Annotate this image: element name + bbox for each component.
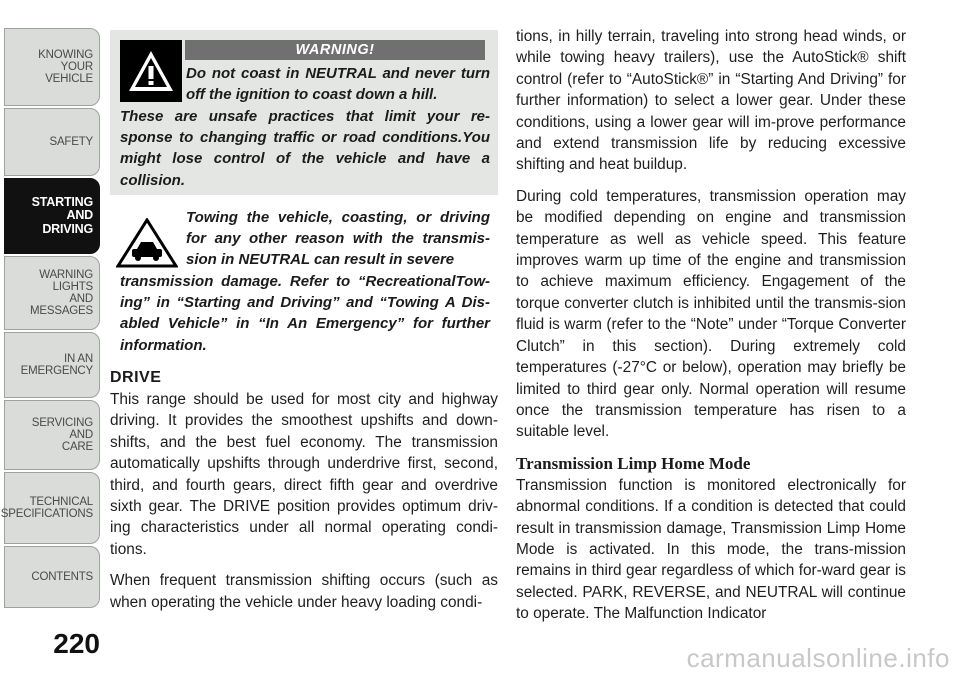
tab-starting-and-driving[interactable] xyxy=(4,178,100,254)
right-paragraph-1: tions, in hilly terrain, traveling into strong head winds, or while towing heavy trailers), use the AutoStick® shift control (refer to “AutoStick®” in “Starting And Driving” for further information) to select a lower gear. Under these conditions, using a lower gear will im-prove performance and extend transmission life by reducing excessive shifting and heat buildup. xyxy=(516,28,906,174)
caution-text: transmission damage. Refer to “RecreationalTow-ing” in “Starting and Driving” and “Towing A Dis-abled Vehicle” in “In An Emergency” for further information. xyxy=(120,273,490,354)
tab-in-an-emergency[interactable] xyxy=(4,332,100,398)
page-number: 220 xyxy=(53,628,100,659)
caution-text-lead: Towing the vehicle, coasting, or driving for any other reason with the transmis-sion in NEUTRAL can result in severe xyxy=(186,209,490,269)
drive-paragraph-2: When frequent transmission shifting occurs (such as when operating the vehicle under heavy loading condi- xyxy=(110,572,498,611)
tab-label: KNOWING YOUR VEHICLE xyxy=(38,49,93,85)
tab-label: WARNING LIGHTS AND MESSAGES xyxy=(30,269,93,317)
chapter-sidebar xyxy=(0,0,100,678)
tab-label: SERVICING AND CARE xyxy=(31,417,93,453)
tab-safety[interactable] xyxy=(4,108,100,176)
section-heading-limp-home: Transmission Limp Home Mode xyxy=(516,453,751,473)
warning-text: These are unsafe practices that limit your re-sponse to changing traffic or road conditions.You might lose control of the vehicle and have a collision. xyxy=(120,108,490,189)
tab-technical-specifications[interactable] xyxy=(0,472,100,544)
warning-triangle-icon xyxy=(120,40,182,102)
tab-label: STARTING AND DRIVING xyxy=(31,194,93,236)
drive-section xyxy=(110,389,498,613)
limp-home-paragraph: Transmission function is monitored electronically for abnormal conditions. If a condition is detected that could result in transmission damage, Transmission Limp Home Mode is activated. In this mode, the trans-mission remains in third gear regardless of which for-ward gear is selected. PARK, REVERSE, and NEUTRAL will continue to operate. The Malfunction Indicator xyxy=(516,476,906,623)
tab-servicing-and-care[interactable] xyxy=(4,400,100,470)
car-caution-icon xyxy=(116,218,178,268)
tab-label: SAFETY xyxy=(49,136,93,148)
warning-header: WARNING! xyxy=(185,40,485,60)
tab-warning-lights-and-messages[interactable] xyxy=(4,256,100,330)
tab-label: IN AN EMERGENCY xyxy=(20,353,93,377)
tab-label: CONTENTS xyxy=(31,571,93,583)
right-paragraph-2: During cold temperatures, transmission operation may be modified depending on engine and transmission temperature as well as vehicle speed. This feature improves warm up time of the engine and transmission to achieve maximum efficiency. Engagement of the torque converter clutch is inhibited until the transmis-sion fluid is warm (refer to the “Note” under “Torque Converter Clutch” in this section). During extremely cold temperatures (-27°C or below), operation may briefly be limited to third gear only. Normal operation will resume once the transmission temperature has risen to a suitable level. xyxy=(516,187,906,441)
warning-text-lead: Do not coast in NEUTRAL and never turn off the ignition to coast down a hill. xyxy=(186,65,490,104)
tab-label: TECHNICAL SPECIFICATIONS xyxy=(0,496,93,520)
section-heading-drive: DRIVE xyxy=(110,369,162,386)
tab-contents[interactable] xyxy=(4,546,100,608)
watermark: carmanualsonline.info xyxy=(686,643,950,673)
tab-knowing-your-vehicle[interactable] xyxy=(4,28,100,106)
drive-paragraph-1: This range should be used for most city and highway driving. It provides the smoothest upshifts and down-shifts, and the best fuel economy. The transmission automatically upshifts through underdrive first, second, third, and fourth gears, direct fifth gear and overdrive sixth gear. The DRIVE position provides optimum driv-ing characteristics under all normal operating condi-tions. xyxy=(110,391,498,558)
right-column xyxy=(516,26,906,625)
